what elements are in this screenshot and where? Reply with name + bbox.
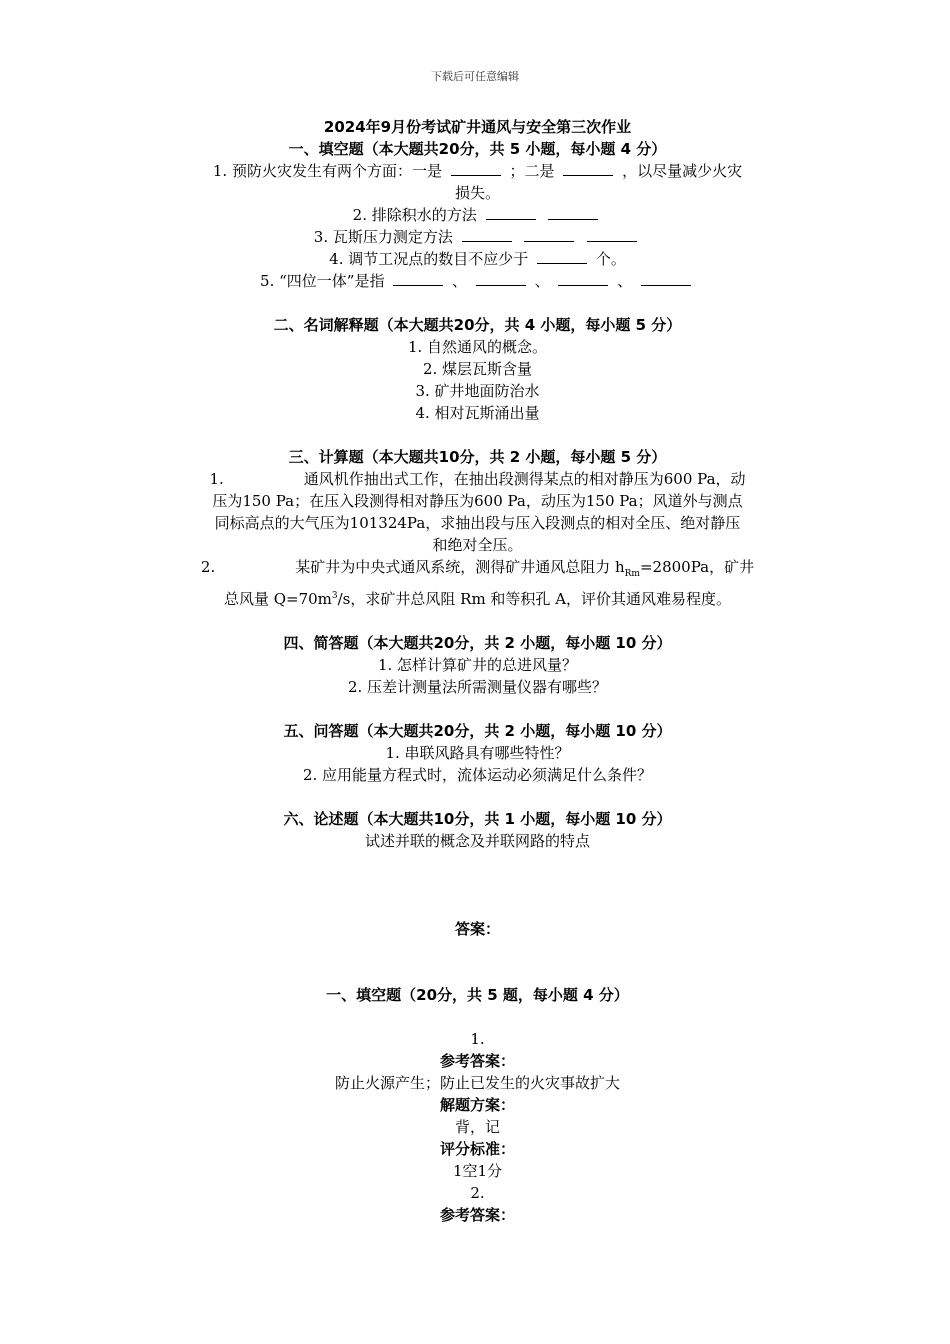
s1-q1-line2: 损失。 xyxy=(454,184,500,202)
s6-item: 试述并联的概念及并联网路的特点 xyxy=(364,832,590,850)
s1-q1-b: ；二是 xyxy=(509,162,555,180)
s2-item: 1. 自然通风的概念。 xyxy=(407,338,548,356)
s3-q1-line4: 和绝对全压。 xyxy=(432,536,523,554)
s2-item: 4. 相对瓦斯涌出量 xyxy=(415,404,540,422)
s1-q4-b: 个。 xyxy=(595,250,626,268)
s3-q2-text-b: =2800Pa，矿井 xyxy=(639,558,755,576)
blank xyxy=(486,205,536,220)
blank xyxy=(393,271,443,286)
document-title: 2024年9月份考试矿井通风与安全第三次作业 xyxy=(323,118,632,136)
s3-q2-sub: Rm xyxy=(624,569,640,579)
blank xyxy=(451,161,501,176)
section-6-heading: 六、论述题（本大题共10分，共 1 小题，每小题 10 分） xyxy=(283,810,672,828)
answers-title: 答案： xyxy=(454,920,500,938)
reference-answer-label: 参考答案： xyxy=(439,1052,515,1070)
page-header: 下载后可任意编辑 xyxy=(431,70,519,83)
s1-q1-a: 1. 预防火灾发生有两个方面：一是 xyxy=(212,162,442,180)
document-body xyxy=(145,116,810,1226)
s3-q1-line3: 同标高点的大气压为101324Pa，求抽出段与压入段测点的相对全压、绝对静压 xyxy=(214,514,741,532)
blank xyxy=(548,205,598,220)
s1-q2-text: 2. 排除积水的方法 xyxy=(352,206,477,224)
s5-item: 2. 应用能量方程式时，流体运动必须满足什么条件？ xyxy=(302,766,653,784)
s2-item: 2. 煤层瓦斯含量 xyxy=(422,360,533,378)
section-1-heading: 一、填空题（本大题共20分，共 5 小题，每小题 4 分） xyxy=(288,140,667,158)
section-4-heading: 四、简答题（本大题共20分，共 2 小题，每小题 10 分） xyxy=(283,634,672,652)
s1-q3 xyxy=(145,226,810,248)
separator: 、 xyxy=(617,272,633,290)
solution-method-label: 解题方案： xyxy=(439,1096,515,1114)
s3-q2-line1 xyxy=(145,556,810,585)
s3-q2-line2 xyxy=(145,585,810,610)
blank xyxy=(476,271,526,286)
blank xyxy=(563,161,613,176)
answer-number: 2. xyxy=(470,1184,485,1202)
s3-q2-sup: 3 xyxy=(331,591,338,601)
section-5-heading: 五、问答题（本大题共20分，共 2 小题，每小题 10 分） xyxy=(283,722,672,740)
blank xyxy=(587,227,637,242)
blank xyxy=(641,271,691,286)
blank xyxy=(558,271,608,286)
separator: 、 xyxy=(534,272,550,290)
answer-number: 1. xyxy=(470,1030,485,1048)
s1-q1-c: ，以尽量减少火灾 xyxy=(622,162,743,180)
s3-q2-l2b: /s，求矿井总风阻 Rm 和等积孔 A，评价其通风难易程度。 xyxy=(337,590,732,608)
s3-q2-num: 2. xyxy=(200,558,216,576)
section-3-heading: 三、计算题（本大题共10分，共 2 小题，每小题 5 分） xyxy=(288,448,667,466)
blank xyxy=(537,249,587,264)
s4-item: 1. 怎样计算矿井的总进风量？ xyxy=(377,656,578,674)
scoring-standard: 1空1分 xyxy=(452,1162,503,1180)
s1-q5 xyxy=(145,270,810,292)
answers-section-1-heading: 一、填空题（20分，共 5 题，每小题 4 分） xyxy=(326,986,629,1004)
s3-q1-num: 1. xyxy=(209,470,224,488)
s1-q1-line1 xyxy=(145,160,810,182)
separator: 、 xyxy=(452,272,468,290)
s3-q1-text: 通风机作抽出式工作，在抽出段测得某点的相对静压为600 Pa，动 xyxy=(303,470,746,488)
s3-q2-text-a: 某矿井为中央式通风系统，测得矿井通风总阻力 h xyxy=(295,558,625,576)
s2-item: 3. 矿井地面防治水 xyxy=(415,382,540,400)
s1-q4-a: 4. 调节工况点的数目不应少于 xyxy=(329,250,529,268)
s1-q3-text: 3. 瓦斯压力测定方法 xyxy=(313,228,453,246)
scoring-label: 评分标准： xyxy=(439,1140,515,1158)
s3-q1-line2: 压为150 Pa；在压入段测得相对静压为600 Pa，动压为150 Pa；风道外与测点 xyxy=(212,492,743,510)
s1-q2 xyxy=(145,204,810,226)
s1-q5-a: 5. “四位一体”是指 xyxy=(260,272,385,290)
reference-answer-label: 参考答案： xyxy=(439,1206,515,1224)
section-2-heading: 二、名词解释题（本大题共20分，共 4 小题，每小题 5 分） xyxy=(273,316,682,334)
blank xyxy=(462,227,512,242)
reference-answer: 防止火源产生；防止已发生的火灾事故扩大 xyxy=(334,1074,620,1092)
s1-q4 xyxy=(145,248,810,270)
s5-item: 1. 串联风路具有哪些特性？ xyxy=(385,744,570,762)
s3-q1-line1 xyxy=(145,468,810,490)
solution-method: 背，记 xyxy=(454,1118,500,1136)
s4-item: 2. 压差计测量法所需测量仪器有哪些？ xyxy=(347,678,608,696)
blank xyxy=(524,227,574,242)
s3-q2-l2a: 总风量 Q=70m xyxy=(223,590,332,608)
